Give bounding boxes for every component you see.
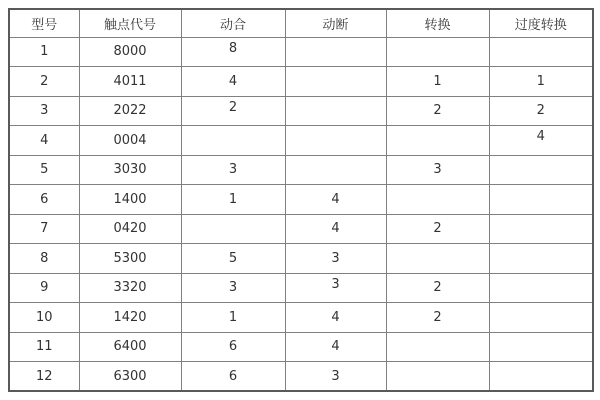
header-contact-code: 触点代号 [79, 9, 181, 37]
table-cell [489, 303, 593, 333]
header-normally-closed: 动断 [285, 9, 386, 37]
table-cell [386, 185, 489, 215]
table-cell: 1400 [79, 185, 181, 215]
table-cell: 3 [285, 244, 386, 274]
table-cell: 4 [9, 126, 79, 156]
table-cell: 8 [181, 37, 285, 67]
table-cell: 7 [9, 214, 79, 244]
table-cell [386, 37, 489, 67]
table-cell: 1420 [79, 303, 181, 333]
table-row [9, 96, 593, 126]
table-cell: 12 [9, 362, 79, 392]
table-cell: 4 [181, 67, 285, 97]
table-cell [285, 126, 386, 156]
table-cell: 6 [181, 332, 285, 362]
table-cell: 4 [285, 185, 386, 215]
table-cell: 4 [285, 214, 386, 244]
table-cell [386, 332, 489, 362]
table-row [9, 37, 593, 67]
table-cell [285, 155, 386, 185]
table-cell: 10 [9, 303, 79, 333]
table-row [9, 244, 593, 274]
table-cell [489, 244, 593, 274]
contact-configuration-table [8, 8, 592, 392]
table-cell: 1 [181, 185, 285, 215]
table-cell: 1 [181, 303, 285, 333]
header-normally-open: 动合 [181, 9, 285, 37]
table-cell: 11 [9, 332, 79, 362]
table-cell: 6 [181, 362, 285, 392]
table-cell: 4 [285, 332, 386, 362]
table-cell: 6 [9, 185, 79, 215]
table-cell: 3 [181, 155, 285, 185]
table-cell: 2 [386, 96, 489, 126]
table-cell: 4 [285, 303, 386, 333]
table-row [9, 67, 593, 97]
table-cell: 8 [9, 244, 79, 274]
table-cell [489, 37, 593, 67]
table-cell: 3 [285, 362, 386, 392]
table-cell: 3030 [79, 155, 181, 185]
header-changeover: 转换 [386, 9, 489, 37]
table-cell [489, 362, 593, 392]
table-cell [489, 214, 593, 244]
table-cell [181, 126, 285, 156]
table-row [9, 214, 593, 244]
table-cell: 3 [386, 155, 489, 185]
table-cell: 0004 [79, 126, 181, 156]
table-cell: 9 [9, 273, 79, 303]
table-cell [386, 126, 489, 156]
data-table [8, 8, 594, 392]
table-cell: 1 [489, 67, 593, 97]
table-row [9, 332, 593, 362]
table-cell: 1 [9, 37, 79, 67]
table-cell: 3320 [79, 273, 181, 303]
table-row [9, 126, 593, 156]
table-cell: 5 [181, 244, 285, 274]
table-cell [386, 362, 489, 392]
table-cell: 6400 [79, 332, 181, 362]
table-cell: 0420 [79, 214, 181, 244]
table-cell [285, 96, 386, 126]
table-cell: 2 [386, 214, 489, 244]
table-row [9, 273, 593, 303]
table-cell: 2 [386, 303, 489, 333]
header-row [9, 9, 593, 37]
table-cell: 8000 [79, 37, 181, 67]
table-cell [386, 244, 489, 274]
table-cell: 2 [9, 67, 79, 97]
table-cell: 4011 [79, 67, 181, 97]
table-cell: 5300 [79, 244, 181, 274]
table-cell: 2 [386, 273, 489, 303]
table-cell: 3 [285, 273, 386, 303]
table-cell: 4 [489, 126, 593, 156]
table-cell [285, 67, 386, 97]
table-row [9, 185, 593, 215]
table-cell [489, 332, 593, 362]
table-row [9, 303, 593, 333]
table-cell: 6300 [79, 362, 181, 392]
table-cell [489, 273, 593, 303]
table-cell: 2 [489, 96, 593, 126]
table-cell [285, 37, 386, 67]
table-cell: 3 [181, 273, 285, 303]
table-cell: 3 [9, 96, 79, 126]
table-cell: 5 [9, 155, 79, 185]
header-model: 型号 [9, 9, 79, 37]
table-cell [181, 214, 285, 244]
table-cell: 1 [386, 67, 489, 97]
table-row [9, 155, 593, 185]
table-row [9, 362, 593, 392]
header-transition-changeover: 过度转换 [489, 9, 593, 37]
table-cell: 2022 [79, 96, 181, 126]
table-cell: 2 [181, 96, 285, 126]
table-cell [489, 185, 593, 215]
table-cell [489, 155, 593, 185]
